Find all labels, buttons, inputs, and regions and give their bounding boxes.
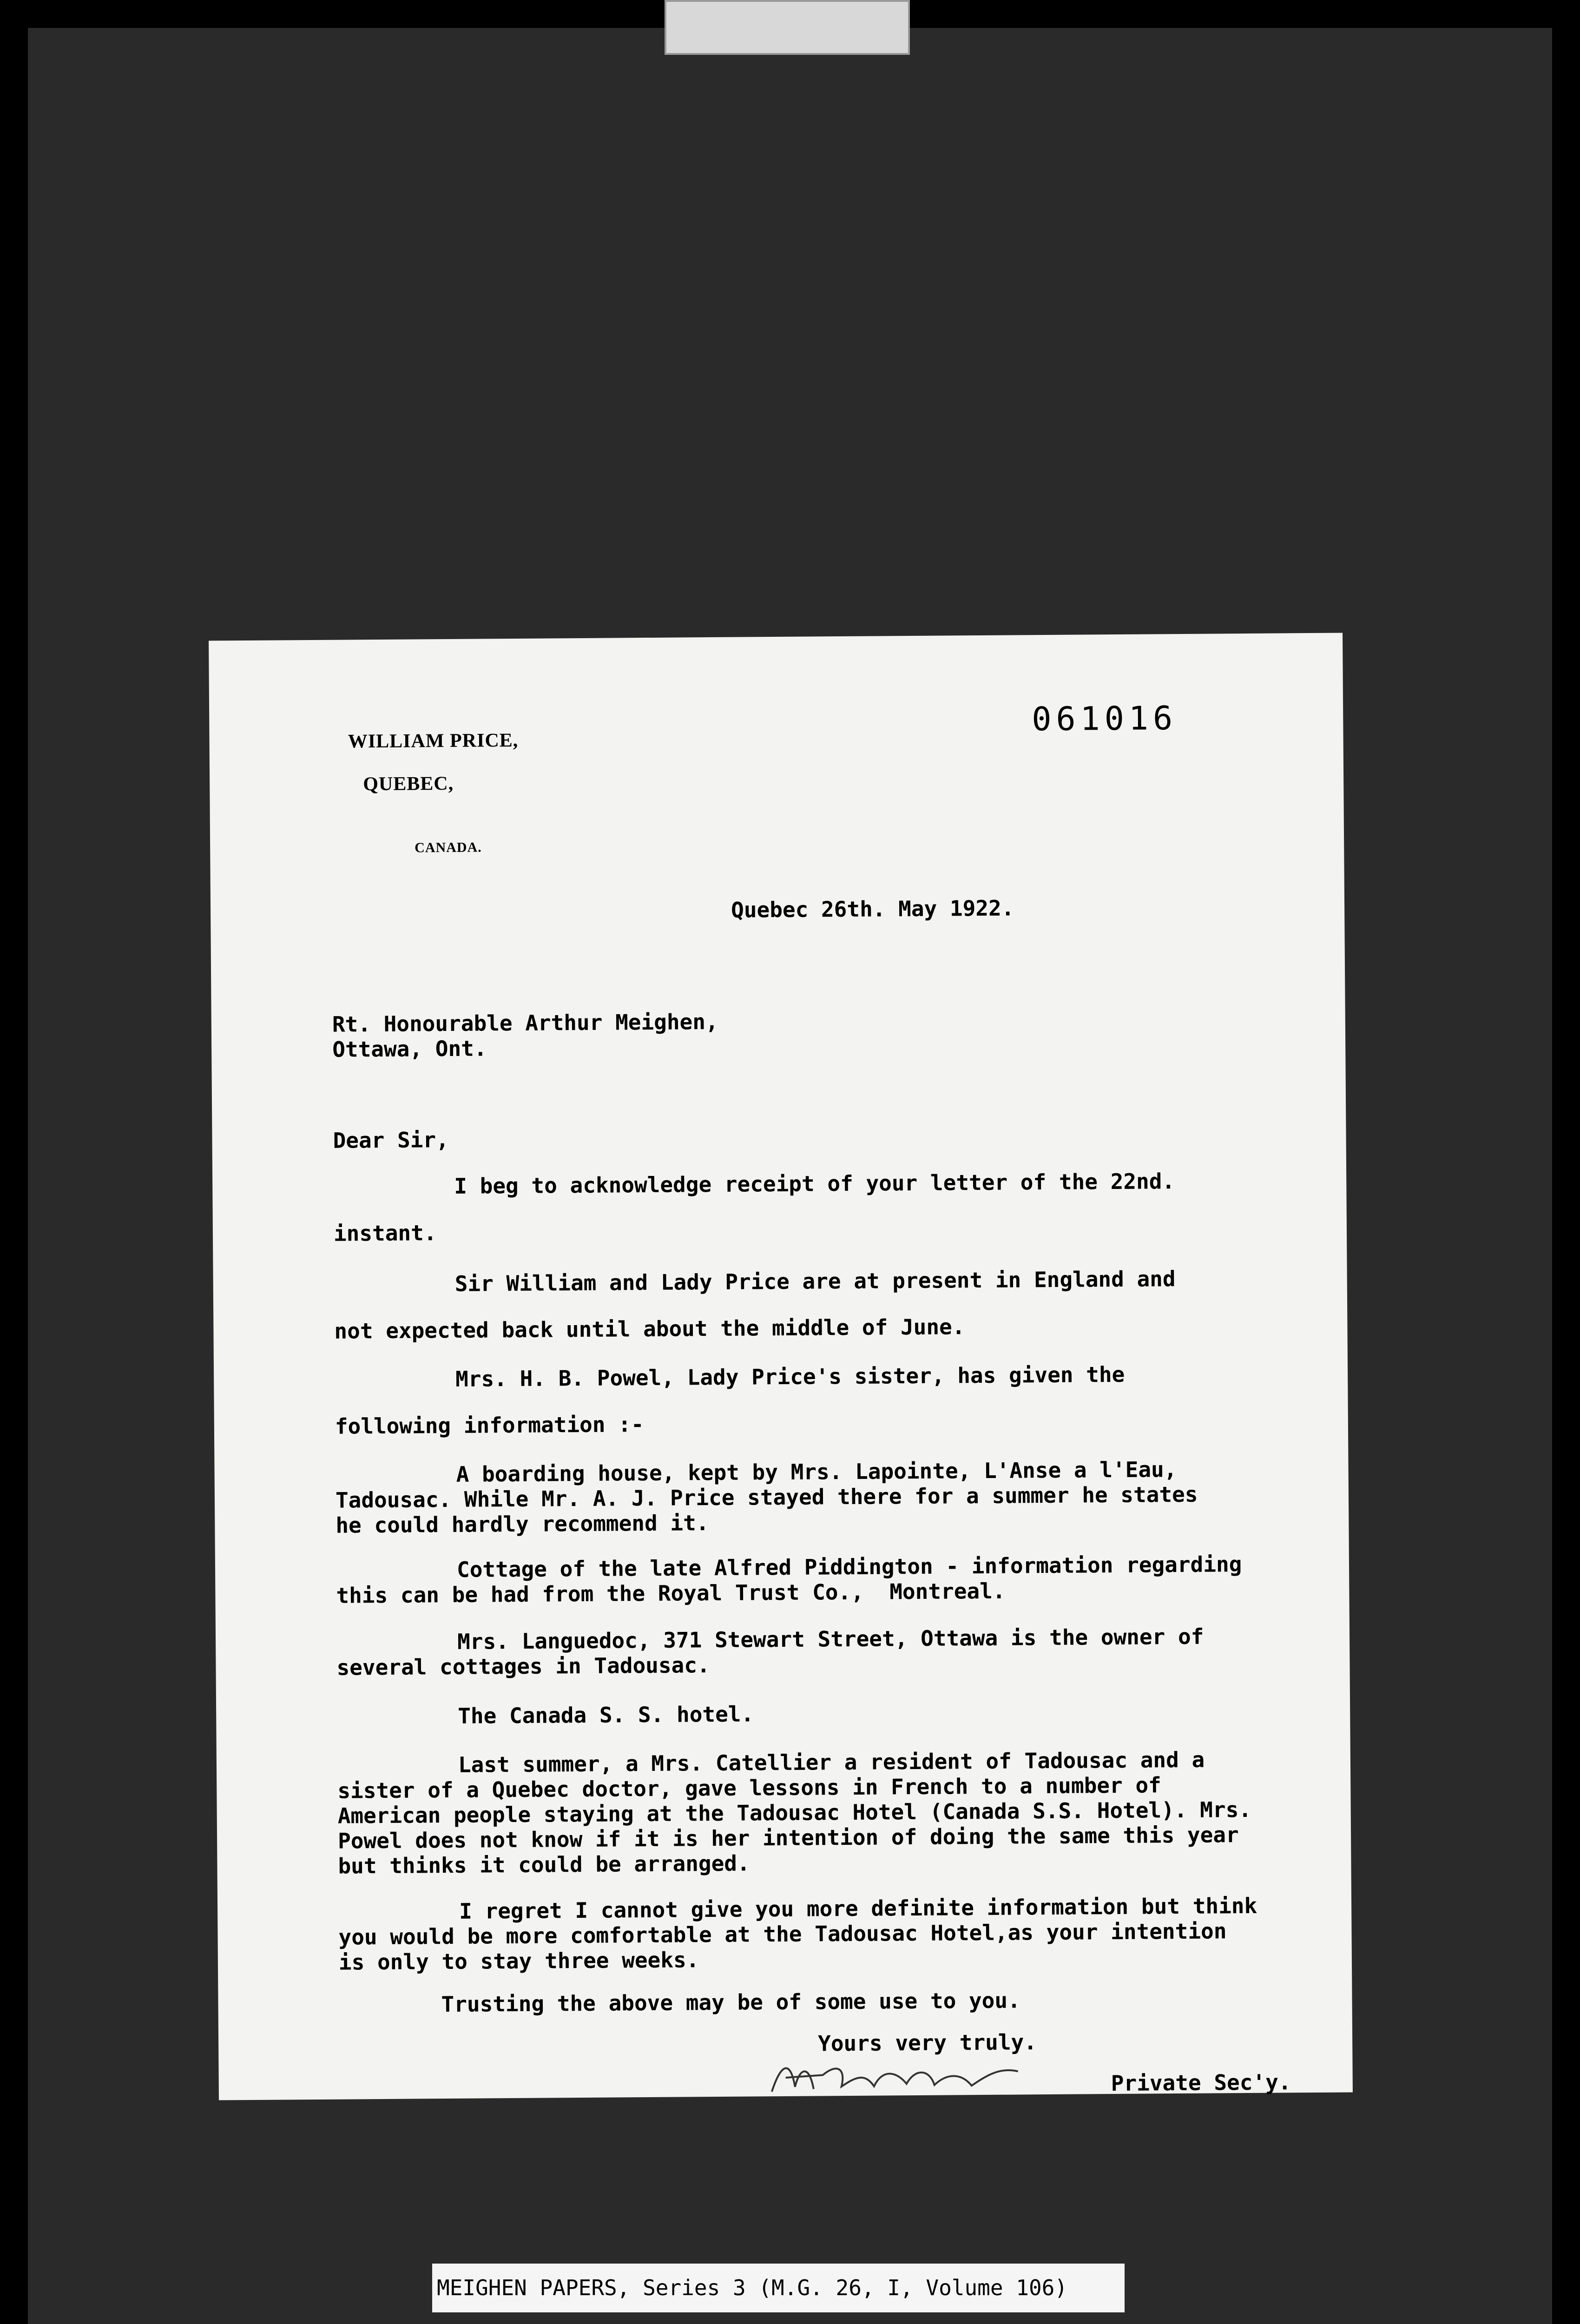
archive-reference: MEIGHEN PAPERS, Series 3 (M.G. 26, I, Volume 106) [432, 2264, 1125, 2312]
paragraph-line: Trusting the above may be of some use to you. [441, 1987, 1020, 2017]
paragraph-line: several cottages in Tadousac. [336, 1652, 710, 1680]
paragraph-line: Tadousac. While Mr. A. J. Price stayed there for a summer he states [335, 1481, 1198, 1513]
paragraph-line: The Canada S. S. hotel. [458, 1701, 754, 1729]
paragraph-line: Cottage of the late Alfred Piddington - information regarding [456, 1552, 1242, 1582]
paragraph-line: Powel does not know if it is her intention of doing the same this year [337, 1822, 1239, 1854]
paragraph-line: I regret I cannot give you more definite information but think [459, 1893, 1257, 1924]
paragraph-line: this can be had from the Royal Trust Co., Montreal. [336, 1578, 1006, 1608]
document-number: 061016 [1032, 699, 1178, 739]
recipient-name: Rt. Honourable Arthur Meighen, [332, 1009, 718, 1037]
signature-title: Private Sec'y. [1111, 2069, 1291, 2096]
paragraph-line: sister of a Quebec doctor, gave lessons in French to a number of [337, 1772, 1161, 1803]
letterhead [316, 708, 520, 902]
letterhead-country: CANADA. [415, 839, 482, 856]
letterhead-city: QUEBEC, [363, 772, 454, 795]
paragraph-line: he could hardly recommend it. [336, 1510, 709, 1538]
paragraph-line: following information :- [335, 1412, 644, 1439]
paragraph-line: is only to stay three weeks. [338, 1947, 699, 1975]
signature-image [767, 2048, 1027, 2110]
paragraph-line: not expected back until about the middle of June. [334, 1314, 965, 1344]
date-line: Quebec 26th. May 1922. [731, 895, 1014, 923]
paragraph-line: A boarding house, kept by Mrs. Lapointe, L'Anse a l'Eau, [456, 1457, 1177, 1487]
recipient-address: Ottawa, Ont. [332, 1036, 487, 1062]
film-tab [665, 0, 910, 55]
paragraph-line: but thinks it could be arranged. [338, 1850, 750, 1879]
paragraph-line: I beg to acknowledge receipt of your letter of the 22nd. [454, 1169, 1175, 1199]
letter-page [209, 633, 1353, 2100]
paragraph-line: Mrs. H. B. Powel, Lady Price's sister, has given the [455, 1361, 1125, 1392]
paragraph-line: instant. [333, 1220, 437, 1246]
paragraph-line: Sir William and Lady Price are at present in England and [454, 1266, 1176, 1296]
paragraph-line: American people staying at the Tadousac Hotel (Canada S.S. Hotel). Mrs. [337, 1796, 1252, 1829]
paragraph-line: Last summer, a Mrs. Catellier a resident of Tadousac and a [458, 1747, 1205, 1777]
salutation: Dear Sir, [333, 1127, 449, 1153]
closing: Yours very truly. [817, 2029, 1037, 2056]
paragraph-line: you would be more comfortable at the Tadousac Hotel,as your intention [338, 1918, 1227, 1950]
paragraph-line: Mrs. Languedoc, 371 Stewart Street, Ottawa is the owner of [457, 1624, 1204, 1654]
letterhead-firm: WILLIAM PRICE, [348, 729, 519, 753]
